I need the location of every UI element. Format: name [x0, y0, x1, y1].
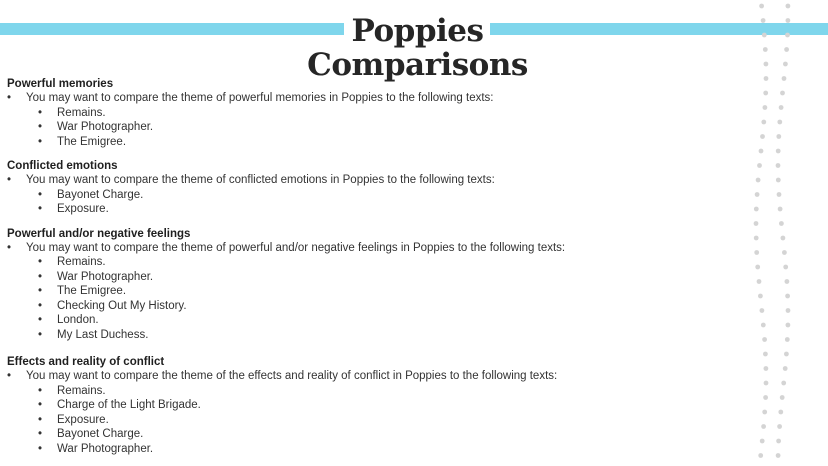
slide-title	[300, 14, 535, 82]
decorative-dot	[764, 76, 769, 81]
decorative-dot	[754, 250, 759, 255]
decorative-dot-pattern	[750, 0, 828, 466]
decorative-dot	[757, 163, 762, 168]
section-heading: Powerful memories	[7, 78, 114, 90]
decorative-dot	[777, 424, 782, 429]
text-list	[7, 255, 742, 342]
decorative-dot	[776, 178, 781, 183]
decorative-dot	[758, 294, 763, 299]
list-item: • Exposure.	[7, 202, 742, 217]
decorative-dot	[756, 178, 761, 183]
list-item: • My Last Duchess.	[7, 328, 742, 343]
decorative-dot	[764, 366, 769, 371]
list-item: • War Photographer.	[7, 442, 742, 457]
section-powerful-negative-feelings	[7, 227, 742, 343]
decorative-dot	[780, 395, 785, 400]
decorative-dot	[763, 47, 768, 52]
decorative-dot	[777, 192, 782, 197]
decorative-dot	[764, 62, 769, 67]
decorative-dot	[776, 134, 781, 139]
decorative-dot	[786, 323, 791, 328]
section-heading: Conflicted emotions	[7, 160, 118, 172]
decorative-dot	[777, 120, 782, 125]
decorative-dot	[786, 18, 791, 23]
list-item: • Remains.	[7, 384, 742, 399]
decorative-dot	[759, 149, 764, 154]
decorative-dot	[762, 33, 767, 38]
decorative-dot	[785, 279, 790, 284]
decorative-dot	[781, 381, 786, 386]
decorative-dot	[758, 453, 763, 458]
decorative-dot	[763, 395, 768, 400]
decorative-dot	[764, 381, 769, 386]
decorative-dot	[783, 265, 788, 270]
decorative-dot	[783, 62, 788, 67]
decorative-dot	[776, 149, 781, 154]
decorative-dot	[762, 410, 767, 415]
list-item: • Bayonet Charge.	[7, 188, 742, 203]
decorative-dot	[776, 439, 781, 444]
decorative-dot	[761, 18, 766, 23]
section-conflicted-emotions	[7, 159, 742, 217]
decorative-dot	[757, 279, 762, 284]
list-item: • London.	[7, 313, 742, 328]
decorative-dot	[760, 308, 765, 313]
section-heading: Powerful and/or negative feelings	[7, 227, 191, 240]
decorative-dot	[776, 453, 781, 458]
list-item: • Bayonet Charge.	[7, 427, 742, 442]
decorative-dot	[786, 4, 791, 9]
decorative-dot	[755, 265, 760, 270]
accent-bar-left	[0, 23, 344, 35]
decorative-dot	[778, 410, 783, 415]
list-item: • Exposure.	[7, 413, 742, 428]
decorative-dot	[779, 105, 784, 110]
decorative-dot	[763, 91, 768, 96]
text-list	[7, 384, 742, 457]
slide-content	[7, 77, 742, 456]
decorative-dot	[760, 134, 765, 139]
decorative-dot	[754, 207, 759, 212]
section-intro: • You may want to compare the theme of conflicted emotions in Poppies to the following texts:	[7, 173, 742, 188]
decorative-dot	[785, 337, 790, 342]
title-line-1: Poppies	[351, 13, 484, 49]
decorative-dot	[763, 105, 768, 110]
decorative-dot	[784, 352, 789, 357]
decorative-dot	[779, 221, 784, 226]
decorative-dot	[782, 76, 787, 81]
text-list	[7, 188, 742, 217]
section-intro: • You may want to compare the theme of powerful and/or negative feelings in Poppies to the following texts:	[7, 241, 742, 256]
list-item: • Charge of the Light Brigade.	[7, 398, 742, 413]
decorative-dot	[755, 192, 760, 197]
title-line-2: Comparisons	[307, 47, 528, 83]
section-effects-reality-conflict	[7, 355, 742, 456]
list-item: • War Photographer.	[7, 270, 742, 285]
decorative-dot	[754, 221, 759, 226]
decorative-dot	[781, 236, 786, 241]
decorative-dot	[763, 352, 768, 357]
list-item: • Checking Out My History.	[7, 299, 742, 314]
list-item: • Remains.	[7, 255, 742, 270]
list-item: • Remains.	[7, 106, 742, 121]
decorative-dot	[782, 250, 787, 255]
decorative-dot	[759, 4, 764, 9]
decorative-dot	[776, 163, 781, 168]
list-item: • The Emigree.	[7, 135, 742, 150]
decorative-dot	[761, 323, 766, 328]
decorative-dot	[762, 337, 767, 342]
list-item: • The Emigree.	[7, 284, 742, 299]
decorative-dot	[754, 236, 759, 241]
decorative-dot	[785, 33, 790, 38]
decorative-dot	[760, 439, 765, 444]
decorative-dot	[786, 308, 791, 313]
section-intro: • You may want to compare the theme of powerful memories in Poppies to the following texts:	[7, 91, 742, 106]
section-powerful-memories	[7, 77, 742, 149]
list-item: • War Photographer.	[7, 120, 742, 135]
decorative-dot	[778, 207, 783, 212]
decorative-dot	[761, 424, 766, 429]
section-heading: Effects and reality of conflict	[7, 356, 165, 368]
text-list	[7, 106, 742, 150]
decorative-dot	[783, 366, 788, 371]
decorative-dot	[761, 120, 766, 125]
decorative-dot	[780, 91, 785, 96]
decorative-dot	[784, 47, 789, 52]
section-intro: • You may want to compare the theme of the effects and reality of conflict in Poppies to the following texts:	[7, 369, 742, 384]
decorative-dot	[785, 294, 790, 299]
